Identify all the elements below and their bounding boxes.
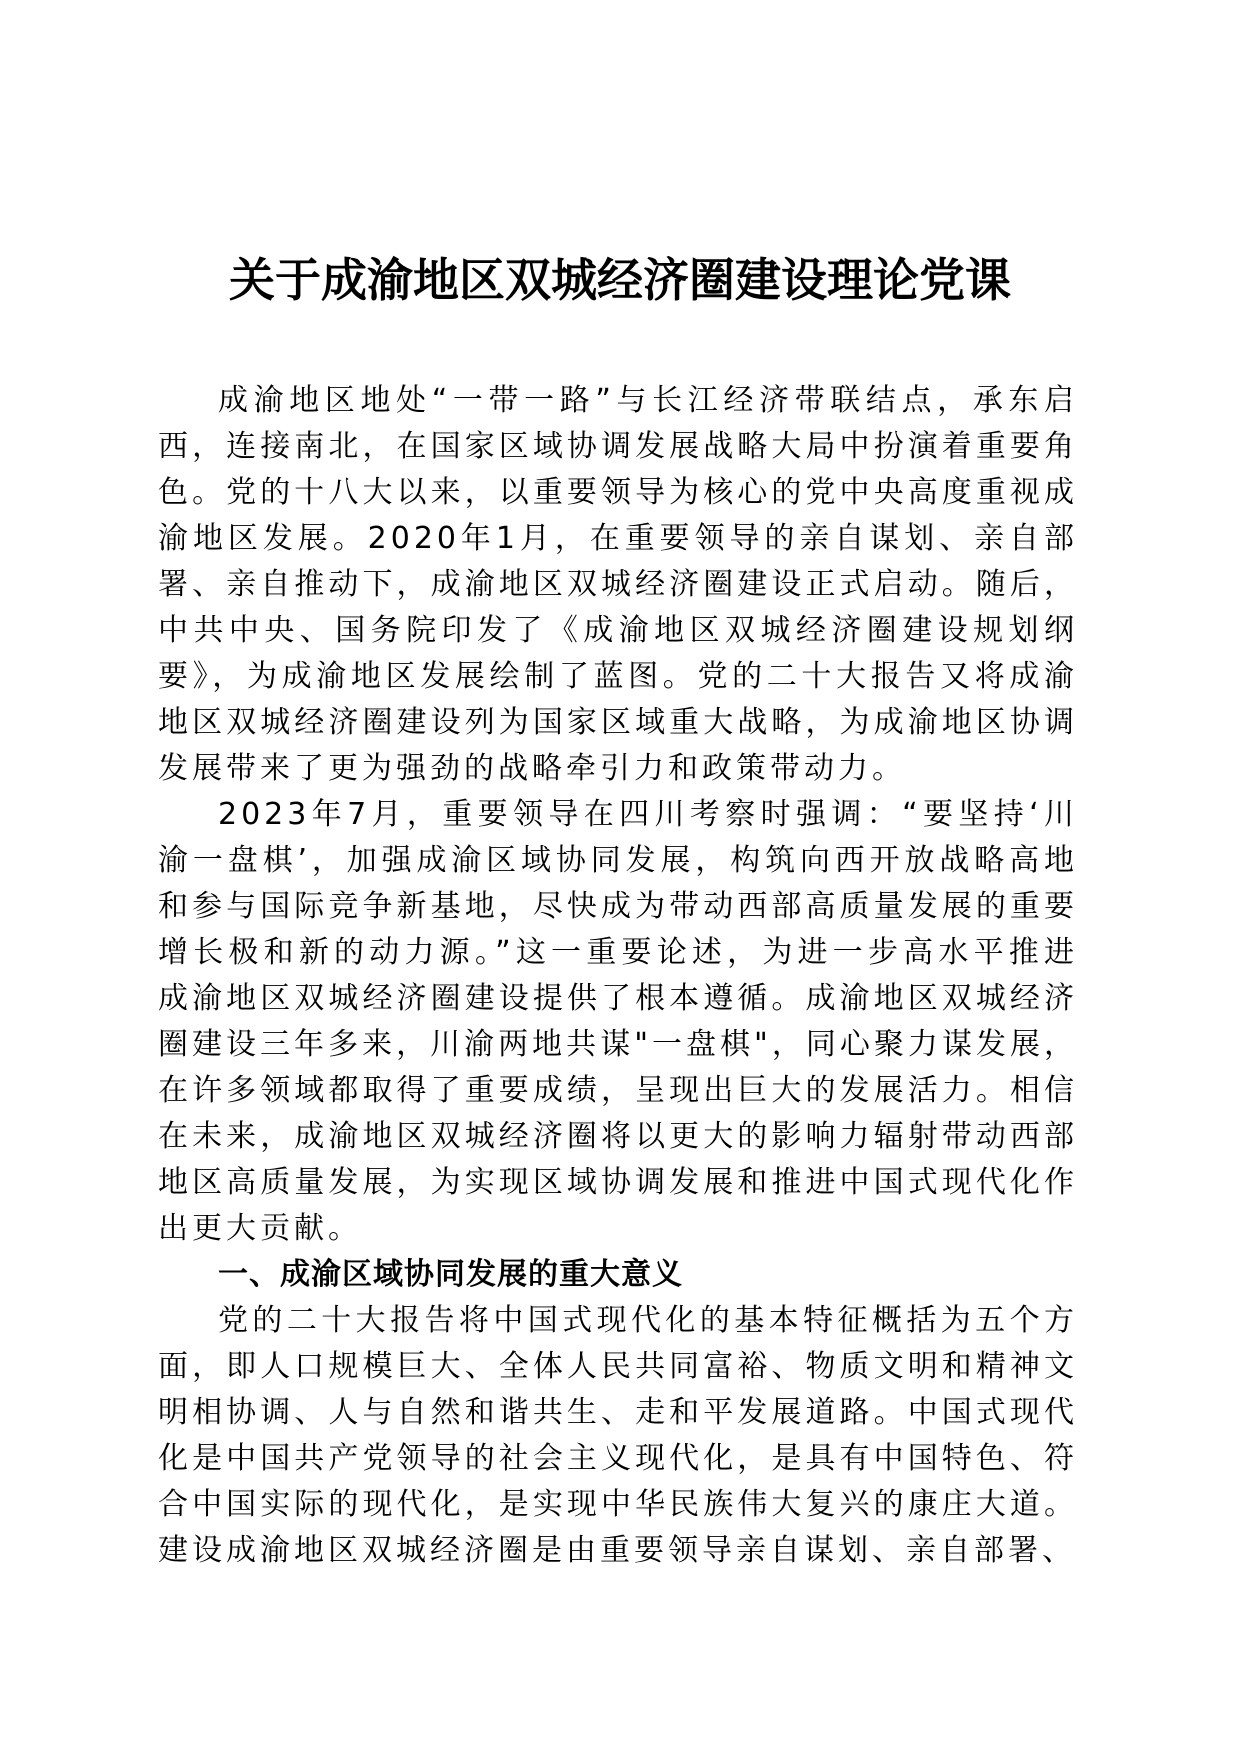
document-body bbox=[158, 378, 1078, 1574]
document-title: 关于成渝地区双城经济圈建设理论党课 bbox=[229, 253, 1011, 307]
section-heading: 一、成渝区域协同发展的重大意义 bbox=[218, 1257, 683, 1292]
body-paragraph-1: 成渝地区地处“一带一路”与长江经济带联结点，承东启西，连接南北，在国家区域协调发展战略大局中扮演着重要角色。党的十八大以来，以重要领导为核心的党中央高度重视成渝地区发展。2020年1月，在重要领导的亲自谋划、亲自部署、亲自推动下，成渝地区双城经济圈建设正式启动。随后，中共中央、国务院印发了《成渝地区双城经济圈建设规划纲要》，为成渝地区发展绘制了蓝图。党的二十大报告又将成渝地区双城经济圈建设列为国家区域重大战略，为成渝地区协调发展带来了更为强劲的战略牵引力和政策带动力。 bbox=[158, 383, 1078, 786]
body-paragraph-2: 2023年7月，重要领导在四川考察时强调：“要坚持‘川渝一盘棋’，加强成渝区域协同发展，构筑向西开放战略高地和参与国际竞争新基地，尽快成为带动西部高质量发展的重要增长极和新的动力源。”这一重要论述，为进一步高水平推进成渝地区双城经济圈建设提供了根本遵循。成渝地区双城经济圈建设三年多来，川渝两地共谋"一盘棋"，同心聚力谋发展，在许多领域都取得了重要成绩，呈现出巨大的发展活力。相信在未来，成渝地区双城经济圈将以更大的影响力辐射带动西部地区高质量发展，为实现区域协调发展和推进中国式现代化作出更大贡献。 bbox=[158, 797, 1078, 1246]
section-paragraph: 党的二十大报告将中国式现代化的基本特征概括为五个方面，即人口规模巨大、全体人民共同富裕、物质文明和精神文明相协调、人与自然和谐共生、走和平发展道路。中国式现代化是中国共产党领导的社会主义现代化，是具有中国特色、符合中国实际的现代化，是实现中华民族伟大复兴的康庄大道。建设成渝地区双城经济圈是由重要领导亲自谋划、亲自部署、 bbox=[158, 1303, 1078, 1568]
